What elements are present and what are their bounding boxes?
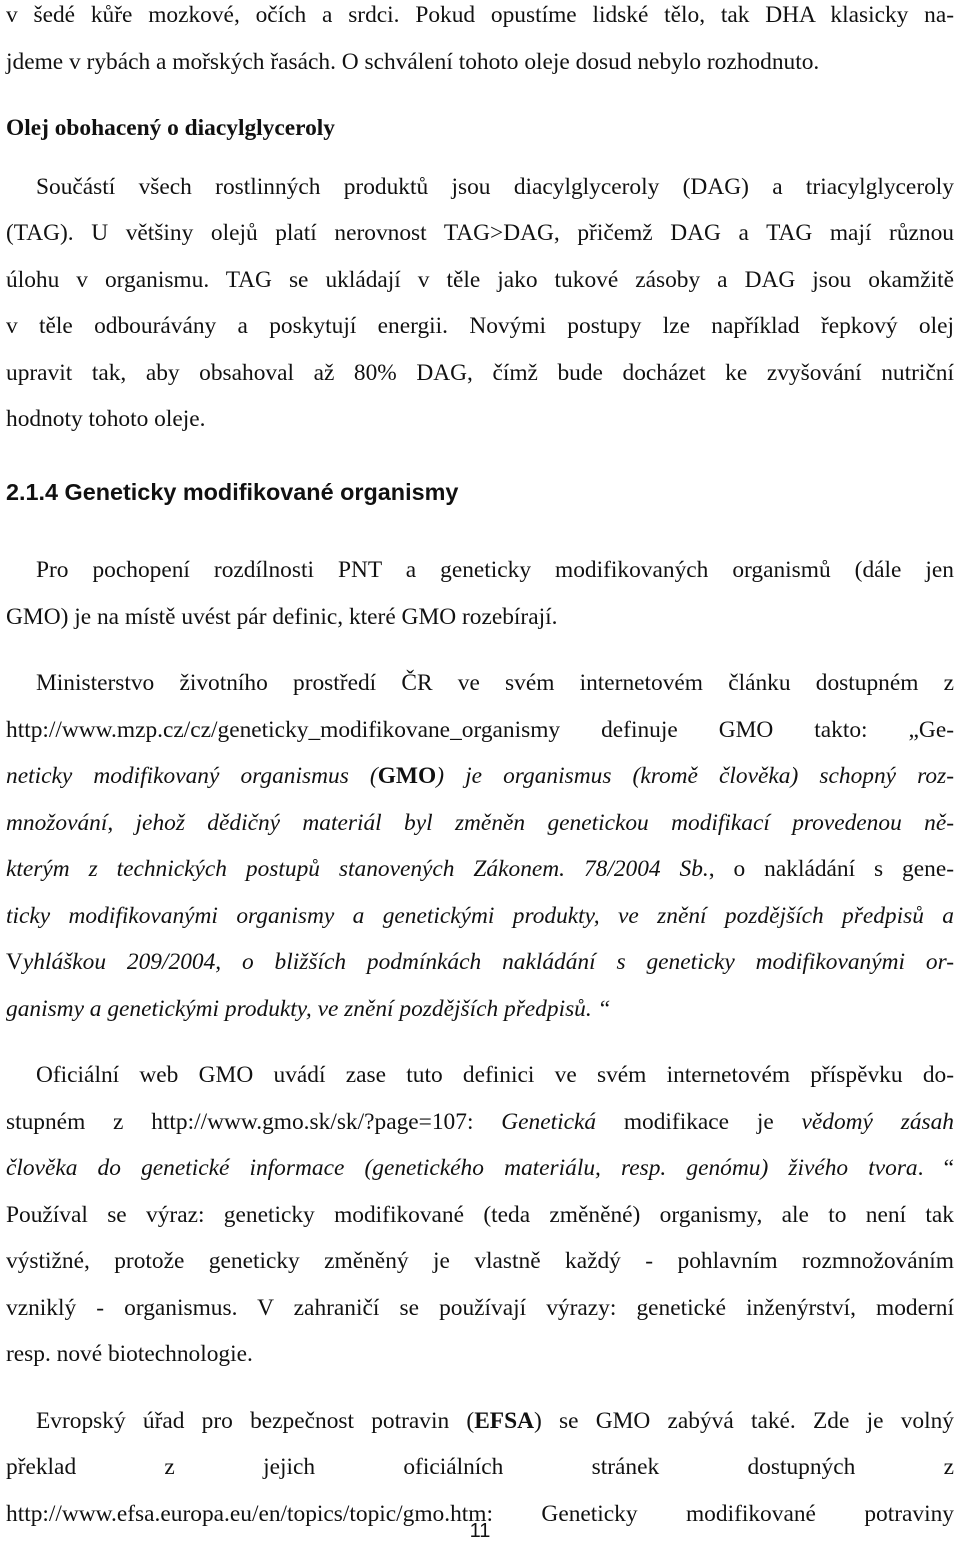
text-line: ticky modifikovanými organismy a genetickými produkty, ve znění pozdějších předpisů a xyxy=(6,902,954,929)
text-line xyxy=(6,846,954,893)
text-line: výstižné, protože geneticky změněný je vlastně každý - pohlavním rozmnožováním xyxy=(6,1248,954,1274)
text-line: Ministerstvo životního prostředí ČR ve svém internetovém článku dostupném z xyxy=(36,670,954,696)
text-line: Součástí všech rostlinných produktů jsou diacylglyceroly (DAG) a triacylglyceroly xyxy=(36,173,954,200)
text-span: modifikace je xyxy=(596,1108,802,1135)
section-heading: 2.1.4 Geneticky modifikované organismy xyxy=(6,478,459,505)
page-number: 11 xyxy=(469,1520,491,1542)
section-heading: Olej obohacený o diacylglyceroly xyxy=(6,115,335,141)
text-span: ) se GMO zabývá také. Zde je volný xyxy=(533,1407,954,1434)
text-span: . “ xyxy=(917,1155,954,1181)
text-span: , o nakládání s gene- xyxy=(708,856,954,882)
text-span-italic: Genetická xyxy=(501,1108,597,1135)
text-line xyxy=(6,753,954,800)
text-line: upravit tak, aby obsahoval až 80% DAG, čímž bude docházet ke zvyšování nutriční xyxy=(6,359,954,386)
text-span-bold: GMO xyxy=(377,763,437,789)
text-span-italic: člověka do genetické informace (genetického materiálu, resp. genómu) živého tvora xyxy=(6,1155,918,1181)
text-line: jdeme v rybách a mořských řasách. O schválení tohoto oleje dosud nebylo rozhodnuto. xyxy=(6,48,820,75)
text-line: http://www.mzp.cz/cz/geneticky_modifikovane_organismy definuje GMO takto: „Ge- xyxy=(6,716,954,743)
text-line: Používal se výraz: geneticky modifikované (teda změněné) organismy, ale to není tak xyxy=(6,1201,954,1228)
text-line: GMO) je na místě uvést pár definic, které GMO rozebírají. xyxy=(6,603,558,630)
text-span-italic: yhláškou 209/2004, o bližších podmínkách nakládání s geneticky modifikovanými or- xyxy=(22,949,954,975)
text-span-italic: vědomý zásah xyxy=(801,1108,955,1135)
text-span: stupném z http://www.gmo.sk/sk/?page=107: xyxy=(6,1108,502,1135)
text-line: Oficiální web GMO uvádí zase tuto definici ve svém internetovém příspěvku do- xyxy=(36,1062,954,1088)
text-line xyxy=(6,1145,954,1192)
text-line: (TAG). U většiny olejů platí nerovnost TAG>DAG, přičemž DAG a TAG mají různou xyxy=(6,220,954,246)
text-span-italic: kterým z technických postupů stanovených Zákonem. 78/2004 Sb. xyxy=(6,856,709,882)
document-page xyxy=(6,0,954,1537)
text-line xyxy=(6,1398,954,1445)
text-line: množování, jehož dědičný materiál byl změněn genetickou modifikací provedenou ně- xyxy=(6,809,954,836)
text-span-bold: EFSA xyxy=(474,1407,534,1434)
text-line: vzniklý - organismus. V zahraničí se používají výrazy: genetické inženýrství, moderní xyxy=(6,1294,954,1321)
text-line: http://www.efsa.europa.eu/en/topics/topic/gmo.htm: Geneticky modifikované potraviny xyxy=(6,1500,954,1527)
text-span: ) je organismus (kromě člověka) schopný roz- xyxy=(436,763,954,789)
text-line: Pro pochopení rozdílnosti PNT a geneticky modifikovaných organismů (dále jen xyxy=(36,557,954,583)
text-line: ganismy a genetickými produkty, ve znění pozdějších předpisů. “ xyxy=(6,995,611,1022)
text-line: v šedé kůře mozkové, očích a srdci. Pokud opustíme lidské tělo, tak DHA klasicky na- xyxy=(6,2,954,28)
text-line: hodnoty tohoto oleje. xyxy=(6,406,206,432)
text-line: resp. nové biotechnologie. xyxy=(6,1341,253,1367)
text-line: překlad z jejich oficiálních stránek dostupných z xyxy=(6,1454,954,1480)
text-span: V xyxy=(6,949,23,975)
text-span: neticky modifikovaný organismus ( xyxy=(6,763,378,789)
text-line xyxy=(6,939,954,986)
text-line: v těle odbourávány a poskytují energii. Novými postupy lze například řepkový olej xyxy=(6,313,954,339)
text-span: Evropský úřad pro bezpečnost potravin ( xyxy=(36,1407,475,1434)
text-line: úlohu v organismu. TAG se ukládají v těle jako tukové zásoby a DAG jsou okamžitě xyxy=(6,266,954,293)
text-line xyxy=(6,1099,954,1146)
